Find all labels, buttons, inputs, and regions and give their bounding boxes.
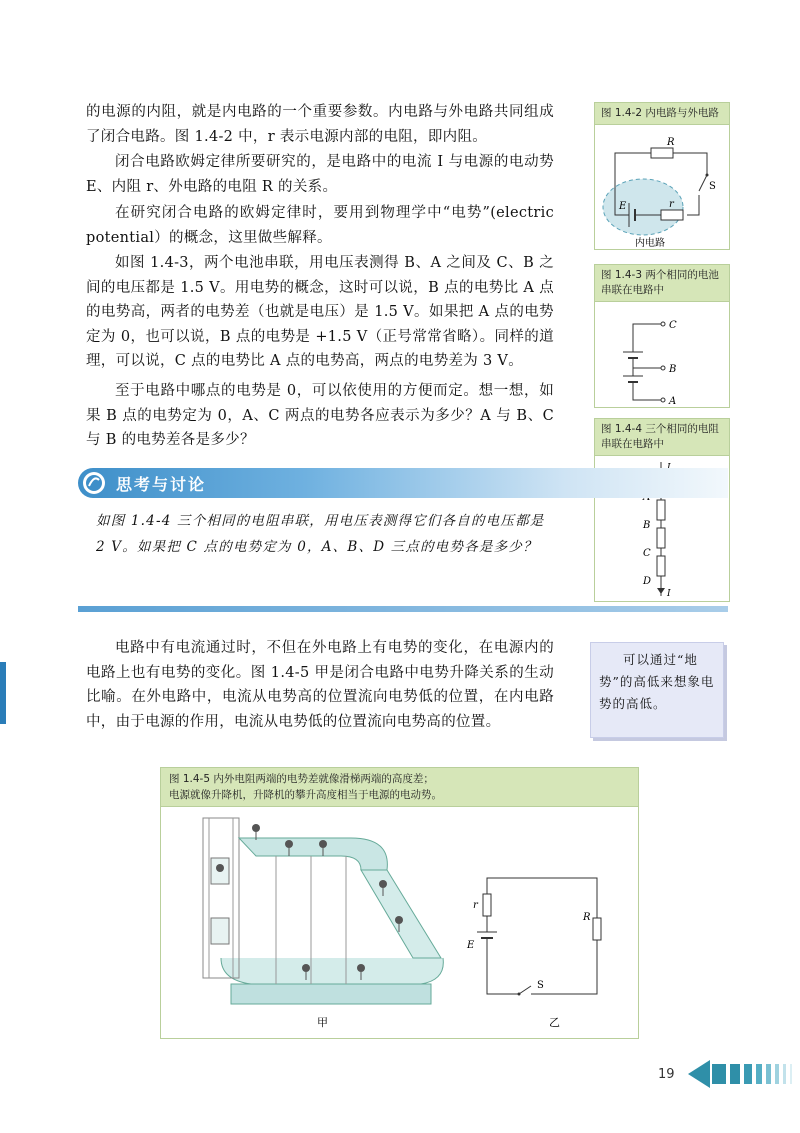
label-r: r (669, 199, 674, 210)
page-arrow-icon (688, 1060, 800, 1088)
paragraph-1: 的电源的内阻，就是内电路的一个重要参数。内电路与外电路共同组成了闭合电路。图 1.4-2 中，r 表示电源内部的电阻，即内阻。 (86, 104, 554, 145)
figure-caption: 图 1.4-2 内电路与外电路 (595, 103, 729, 125)
page-number: 19 (658, 1067, 675, 1082)
label-A: A (669, 396, 677, 406)
label-R: R (583, 912, 591, 923)
label-C: C (643, 548, 651, 559)
label-S: S (537, 980, 544, 991)
circuit-diagram-icon (595, 125, 729, 249)
paragraph-6: 电路中有电流通过时，不但在外电路上有电势的变化，在电源内的电路上也有电势的变化。图 1.4-5 甲是闭合电路中电势升降关系的生动比喻。在外电路中，电流从电势高的位置流向电势低的位置，在内电路中，由于电源的作用，电流从电势低的位置流向电势高的位置。 (86, 640, 554, 730)
caption-line-1: 图 1.4-5 内外电阻两端的电势差就像滑梯两端的高度差； (169, 773, 434, 785)
figure-1-4-5 (160, 767, 639, 1039)
paragraph-3: 在研究闭合电路的欧姆定律时，要用到物理学中“电势”(electric potential）的概念，这里做些解释。 (86, 205, 554, 246)
label-S: S (709, 181, 716, 192)
discussion-icon (82, 471, 106, 495)
label-E: E (467, 940, 475, 951)
label-E: E (619, 201, 627, 212)
caption-line-2: 电源就像升降机，升降机的攀升高度相当于电源的电动势。 (169, 789, 442, 801)
figure-caption (161, 768, 638, 807)
label-C: C (669, 320, 677, 331)
label-jia: 甲 (317, 1016, 328, 1029)
paragraph-5: 至于电路中哪点的电势是 0，可以依使用的方便而定。想一想，如果 B 点的电势定为 0，A、C 两点的电势各应表示为多少？A 与 B、C 与 B 的电势差各是多少？ (86, 383, 554, 448)
figure-1-4-2 (594, 102, 730, 250)
margin-marker (0, 662, 6, 724)
battery-series-icon (595, 302, 729, 406)
figure-caption: 图 1.4-4 三个相同的电阻串联在电路中 (595, 419, 729, 456)
label-inner-circuit: 内电路 (635, 238, 665, 249)
paragraph-2: 闭合电路欧姆定律所要研究的，是电路中的电流 I 与电源的电动势 E、内阻 r、外电路的电阻 R 的关系。 (86, 154, 554, 195)
label-I-bottom: I (667, 589, 671, 599)
label-R: R (667, 137, 675, 148)
figure-1-4-4 (594, 418, 730, 602)
figure-caption: 图 1.4-3 两个相同的电池串联在电路中 (595, 265, 729, 302)
think-discuss-title: 思考与讨论 (116, 475, 207, 494)
label-B: B (669, 364, 677, 375)
section-divider (78, 606, 728, 612)
label-D: D (643, 576, 652, 587)
side-note (590, 642, 724, 738)
label-r: r (473, 900, 478, 911)
label-yi: 乙 (549, 1016, 560, 1029)
label-B: B (643, 520, 651, 531)
slide-elevator-illustration-icon (161, 808, 638, 1038)
paragraph-4: 如图 1.4-3，两个电池串联，用电压表测得 B、A 之间及 C、B 之间的电压都是 1.5 V。用电势的概念，这时可以说，B 点的电势比 A 点的电势高，两者的电势差（也就是电压）是 1.5 V。如果把 A 点的电势定为 0，也可以说，B 点的电势是 +1.5 V（正号常常省略）。同样的道理，可以说，C 点的电势比 A 点的电势高，两点的电势差为 3 V。 (86, 255, 554, 369)
figure-1-4-3 (594, 264, 730, 408)
think-discuss-header (78, 468, 728, 498)
side-note-text: 可以通过“地势”的高低来想象电势的高低。 (599, 652, 715, 711)
think-discuss-text: 如图 1.4-4 三个相同的电阻串联，用电压表测得它们各自的电压都是 2 V。如果把 C 点的电势定为 0，A、B、D 三点的电势各是多少？ (96, 513, 545, 555)
